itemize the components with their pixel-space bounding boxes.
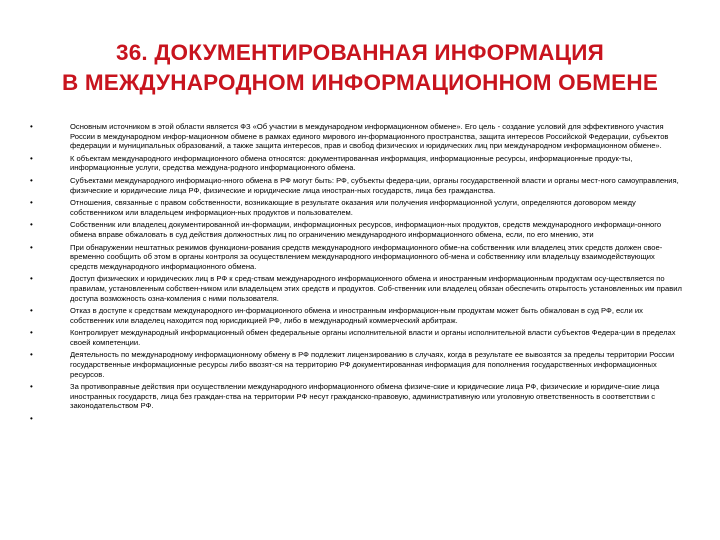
bullet-icon: • [30,328,33,338]
bullet-icon: • [30,274,33,284]
list-item [30,328,684,347]
bullet-icon: • [30,153,33,163]
bullet-list [30,122,684,424]
list-item-text: Основным источником в этой области является ФЗ «Об участии в международном информационном обмене». Его цель - создание условий для эффективного участия России в международном инфор-мационном обмене в рамках единого мирового ин-формационного пространства, защита интересов Российской Федерации, субъектов федерации и муниципальных образований, а также защита интересов, прав и свобод физических и юридических лиц при международном информационном обмене». [70,122,669,151]
bullet-icon: • [30,220,33,230]
slide-title-line-2: В МЕЖДУНАРОДНОМ ИНФОРМАЦИОННОМ ОБМЕНЕ [61,70,659,95]
list-item [30,243,684,272]
bullet-icon: • [30,242,33,252]
list-item [30,122,684,151]
bullet-icon: • [30,198,33,208]
slide-title-line-1: 36. ДОКУМЕНТИРОВАННАЯ ИНФОРМАЦИЯ [115,40,605,65]
bullet-icon: • [30,122,33,131]
list-item-text: Деятельность по международному информационному обмену в РФ подлежит лицензированию в случаях, когда в результате ее вывозятся за пределы территории России государственные информационные ресурсы либо ввозят-ся на территорию РФ документированная информация для пополнения государственных информационных ресурсов. [70,350,675,379]
list-item [30,306,684,325]
list-item-text: Доступ физических и юридических лиц в РФ к сред-ствам международного информационного обмена и иностранным информационным продуктам осу-ществляется по правилам, установленным собствен-ником или владельцем этих средств и продуктов. Соб-ственник или владелец обязан обеспечить открытость установленных им правил доступа возможность озна-комления с ними пользователя. [70,274,682,303]
bullet-icon: • [30,306,33,316]
list-item-text: Контролирует международный информационный обмен федеральные органы исполнительной власти и органы исполнительной власти субъектов Федера-ции в пределах своей компетенции. [70,328,676,347]
list-item [30,176,684,195]
list-item-text: При обнаружении нештатных режимов функциони-рования средств международного информационного обме-на собственник или владелец этих средств должен свое-временно сообщить об этом в органы контроля за осуществлением международного информационного об-мена и собственнику или владельцу взаимодействующих средств международного информационного обмена. [70,242,663,271]
list-item-text: Отношения, связанные с правом собственности, возникающие в результате оказания или получения информационной услуги, определяются договором между собственником или владельцем информацион-ных продуктов и пользователем. [70,198,636,217]
list-item [30,382,684,411]
list-item-text: Субъектами международного информацио-нного обмена в РФ могут быть: РФ, субъекты федера-ции, органы государственной власти и органы мест-ного самоуправления, физические и юридические лица РФ, физические и юридические лица иностран-ных государств, лица без гражданства. [70,175,679,195]
list-item [30,198,684,217]
list-item-text: Отказ в доступе к средствам международного ин-формационного обмена и иностранным информацион-ным продуктам может быть обжалован в суд РФ, если их собственник или владелец находится под юрисдикцией РФ, либо в международный коммерческий арбитраж. [70,306,643,325]
bullet-icon: • [30,350,33,360]
slide-title [20,38,700,98]
bullet-icon: • [30,175,33,185]
list-item [30,220,684,239]
list-item-text: Собственник или владелец документированной ин-формации, информационных ресурсов, информацион-ных продуктов, средств международного информаци-онного обмена вправе обжаловать в суд действия должностных лиц по ограничению международного информационного обмена, если, по его мнению, эти [70,220,662,239]
list-item-text: К объектам международного информационного обмена относятся: документированная информация, информационные ресурсы, информационные продук-ты, информационные услуги, средства междуна-родного информационного обмена. [70,153,633,173]
list-item [30,350,684,379]
bullet-icon: • [30,382,33,392]
list-item [30,274,684,303]
bullet-icon: • [30,414,33,424]
list-item [30,154,684,173]
list-item-text: За противоправные действия при осуществлении международного информационного обмена физиче-ские и юридические лица РФ, физические и юридиче-ские лица иностранных государств, лица без граждан-ства на территории РФ несут гражданско-правовую, административную или уголовную ответственность в соответствии с законодательством РФ. [70,382,660,411]
